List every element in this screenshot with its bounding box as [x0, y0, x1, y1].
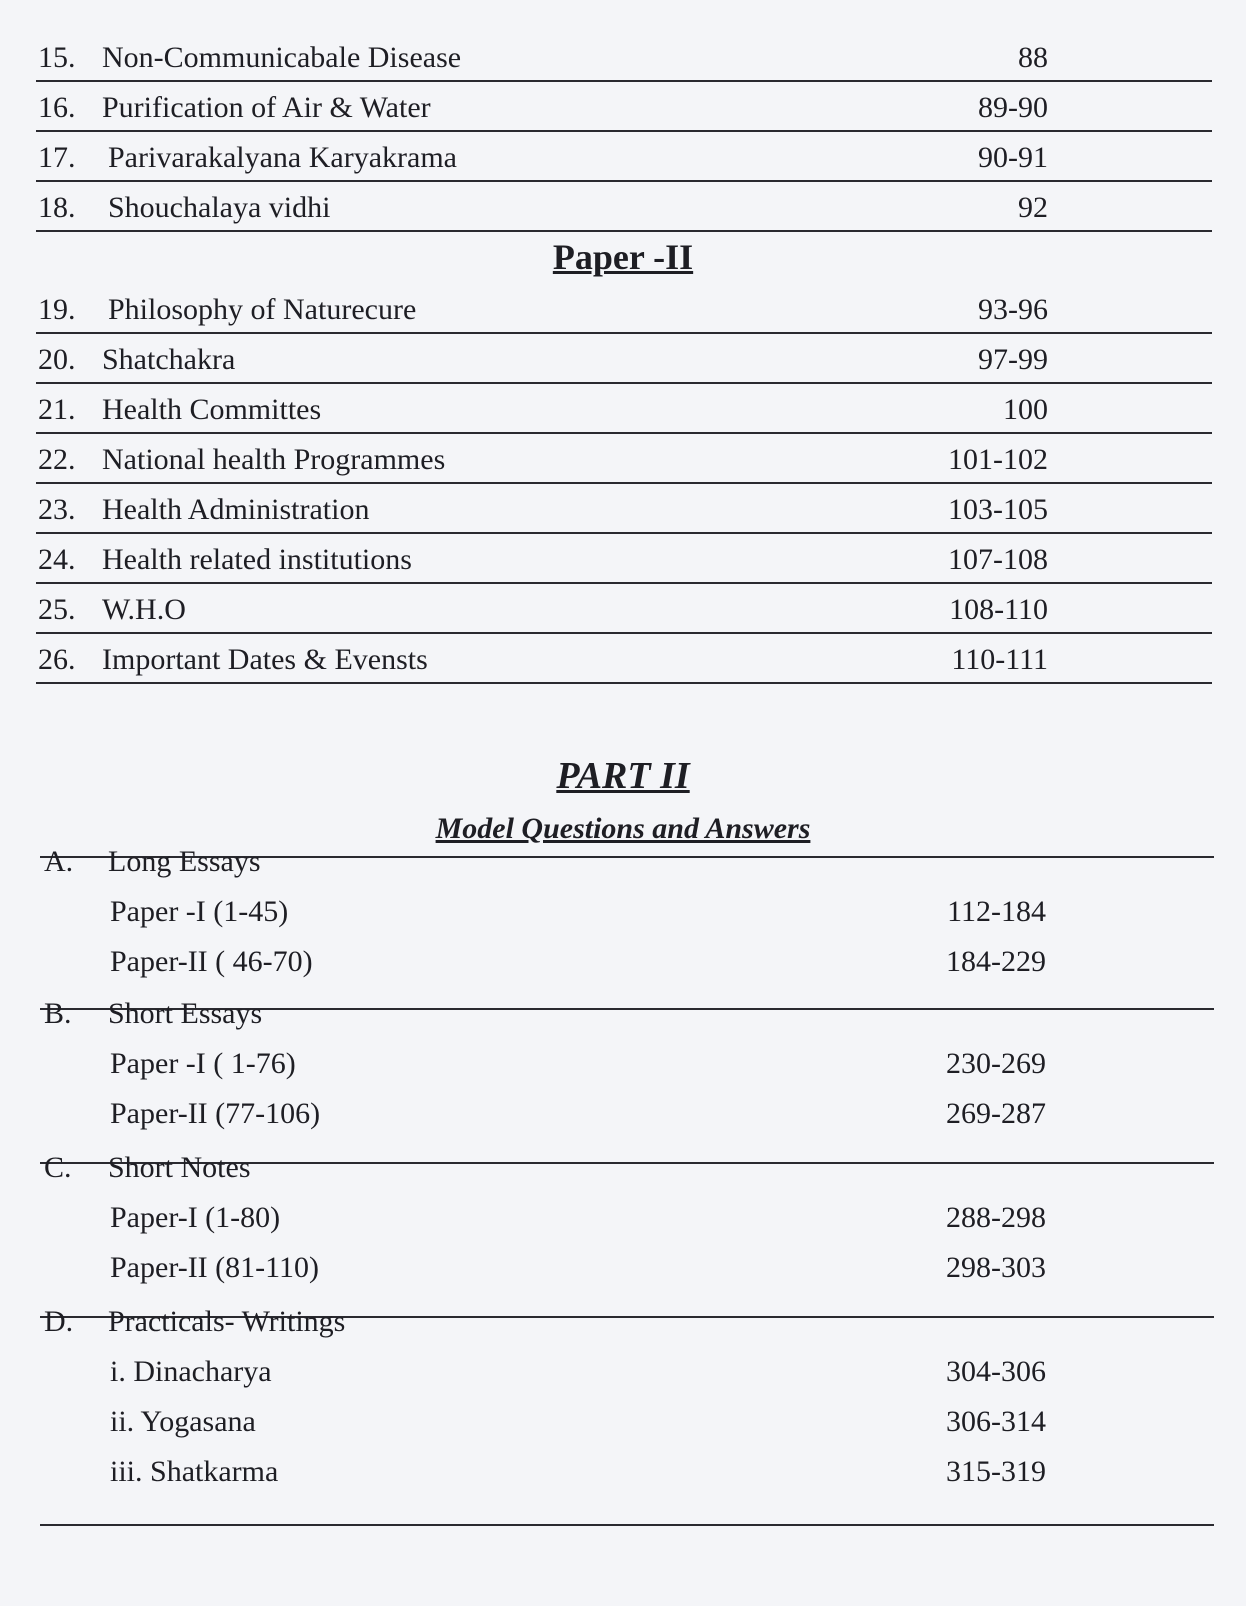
- toc-row: [36, 288, 1212, 334]
- toc-pages: 90-91: [978, 141, 1048, 174]
- toc-title: Shatchakra: [102, 343, 236, 376]
- section-item-label: Paper-II (77-106): [110, 1097, 321, 1130]
- toc-title: Non-Communicabale Disease: [102, 41, 462, 74]
- toc-row: [36, 136, 1212, 182]
- toc-number: 25.: [38, 593, 76, 626]
- toc-number: 23.: [38, 493, 76, 526]
- toc-pages: 88: [1018, 41, 1048, 74]
- section-item-pages: 315-319: [946, 1455, 1046, 1488]
- toc-row: [36, 588, 1212, 634]
- toc-title: Shouchalaya vidhi: [108, 191, 331, 224]
- section-item-pages: 306-314: [946, 1405, 1046, 1438]
- section-item: [36, 1246, 1212, 1290]
- toc-title: Philosophy of Naturecure: [108, 293, 417, 326]
- toc-pages: 92: [1018, 191, 1048, 224]
- toc-pages: 107-108: [948, 543, 1048, 576]
- toc-row: [36, 438, 1212, 484]
- section-item-pages: 230-269: [946, 1047, 1046, 1080]
- toc-title: Important Dates & Evensts: [102, 643, 428, 676]
- toc-pages: 101-102: [948, 443, 1048, 476]
- toc-pages: 97-99: [978, 343, 1048, 376]
- toc-row: [36, 86, 1212, 132]
- section-title: Long Essays: [108, 845, 261, 878]
- toc-row: [36, 388, 1212, 434]
- toc-number: 20.: [38, 343, 76, 376]
- toc-number: 26.: [38, 643, 76, 676]
- section-item: [36, 940, 1212, 984]
- section-item: [36, 1350, 1212, 1394]
- toc-pages: 110-111: [951, 643, 1048, 676]
- section-item-label: ii. Yogasana: [110, 1405, 256, 1438]
- toc-row: [36, 538, 1212, 584]
- section-item: [36, 1400, 1212, 1444]
- toc-number: 19.: [38, 293, 76, 326]
- toc-title: Parivarakalyana Karyakrama: [108, 141, 457, 174]
- section-item: [36, 890, 1212, 934]
- part-2-heading: PART II: [556, 755, 690, 797]
- section-item-pages: 304-306: [946, 1355, 1046, 1388]
- toc-title: National health Programmes: [102, 443, 446, 476]
- section-letter: C.: [44, 1151, 72, 1184]
- section-item: [36, 1450, 1212, 1494]
- section-row: [36, 1300, 1212, 1344]
- section-item-label: i. Dinacharya: [110, 1355, 272, 1388]
- toc-pages: 93-96: [978, 293, 1048, 326]
- toc-row: [36, 488, 1212, 534]
- section-item-pages: 112-184: [947, 895, 1046, 928]
- toc-row: [36, 638, 1212, 684]
- toc-pages: 89-90: [978, 91, 1048, 124]
- section-letter: B.: [44, 997, 72, 1030]
- toc-title: Health related institutions: [102, 543, 412, 576]
- toc-title: Purification of Air & Water: [102, 91, 431, 124]
- section-item: [36, 1042, 1212, 1086]
- toc-pages: 103-105: [948, 493, 1048, 526]
- section-title: Short Essays: [108, 997, 263, 1030]
- paper-2-heading: Paper -II: [552, 237, 694, 277]
- section-item-pages: 184-229: [946, 945, 1046, 978]
- toc-title: Health Administration: [102, 493, 370, 526]
- section-item: [36, 1092, 1212, 1136]
- section-item-label: Paper -I (1-45): [110, 895, 289, 928]
- toc-row: [36, 338, 1212, 384]
- section-item-pages: 288-298: [946, 1201, 1046, 1234]
- section-item-label: Paper-I (1-80): [110, 1201, 281, 1234]
- toc-pages: 108-110: [949, 593, 1048, 626]
- section-row: [36, 840, 1212, 884]
- section-item-pages: 269-287: [946, 1097, 1046, 1130]
- toc-row: [36, 186, 1212, 232]
- toc-number: 21.: [38, 393, 76, 426]
- toc-number: 24.: [38, 543, 76, 576]
- section-item-label: Paper -I ( 1-76): [110, 1047, 296, 1080]
- section-divider: [40, 1524, 1214, 1526]
- section-item-label: Paper-II (81-110): [110, 1251, 320, 1284]
- section-letter: A.: [44, 845, 74, 878]
- toc-number: 18.: [38, 191, 76, 224]
- section-item-label: Paper-II ( 46-70): [110, 945, 313, 978]
- toc-pages: 100: [1003, 393, 1048, 426]
- toc-number: 16.: [38, 91, 76, 124]
- toc-row: [36, 36, 1212, 82]
- section-title: Short Notes: [108, 1151, 251, 1184]
- section-item-label: iii. Shatkarma: [110, 1455, 279, 1488]
- toc-number: 17.: [38, 141, 76, 174]
- section-title: Practicals- Writings: [108, 1305, 346, 1338]
- section-row: [36, 1146, 1212, 1190]
- section-item: [36, 1196, 1212, 1240]
- section-item-pages: 298-303: [946, 1251, 1046, 1284]
- toc-number: 15.: [38, 41, 76, 74]
- section-letter: D.: [44, 1305, 74, 1338]
- toc-number: 22.: [38, 443, 76, 476]
- toc-title: Health Committes: [102, 393, 322, 426]
- toc-title: W.H.O: [102, 593, 186, 626]
- part-2-subheading: Model Questions and Answers: [435, 812, 811, 845]
- section-row: [36, 992, 1212, 1036]
